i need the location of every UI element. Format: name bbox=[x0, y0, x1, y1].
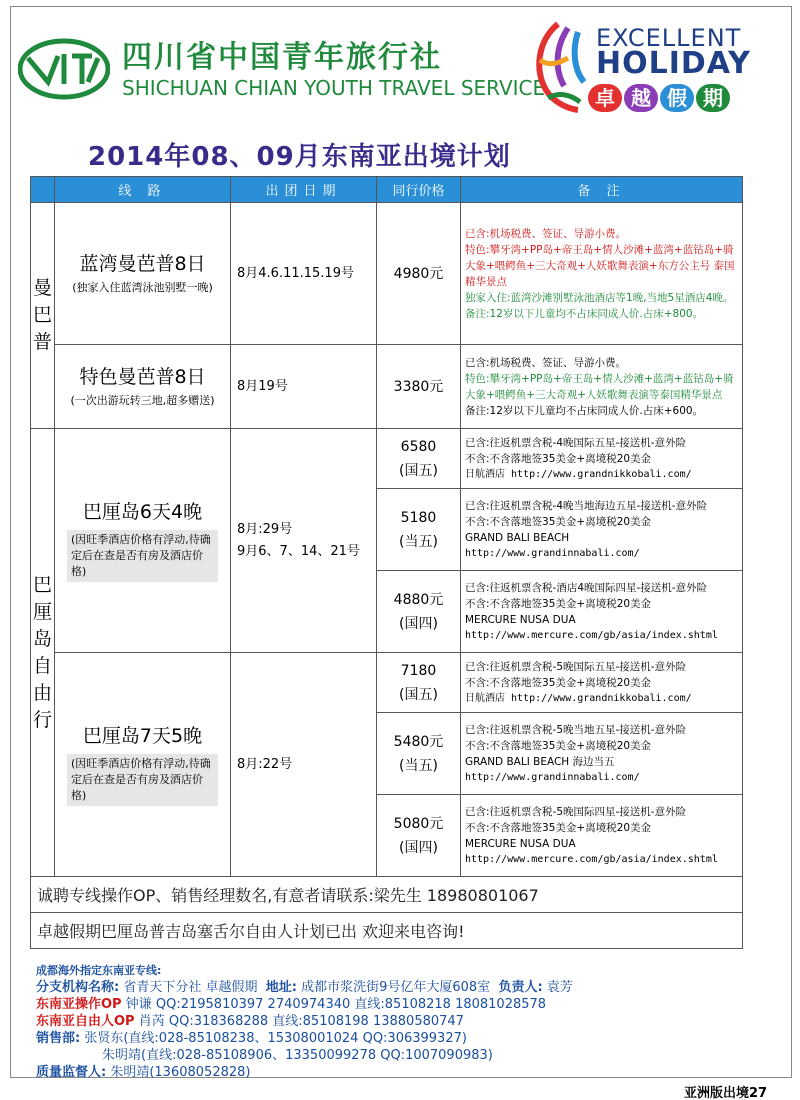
route-cell bbox=[55, 203, 231, 345]
cyts-logo bbox=[18, 38, 110, 100]
contact-footer bbox=[36, 962, 776, 1081]
brand-cn-char: 卓 bbox=[588, 84, 622, 112]
footer-quality: 质量监督人: 朱明靖(13608052828) bbox=[36, 1065, 251, 1080]
price-cell: 5180 (当五) bbox=[377, 489, 461, 571]
page-label: 亚洲版出境27 bbox=[684, 1086, 768, 1100]
company-name-en: SHICHUAN CHIAN YOUTH TRAVEL SERVICE bbox=[122, 76, 546, 100]
brand-cn-char: 越 bbox=[624, 84, 658, 112]
route-sub: (独家入住蓝湾泳池别墅一晚) bbox=[72, 280, 213, 294]
page-title: 2014年08、09月东南亚出境计划 bbox=[88, 142, 511, 172]
price-cell: 4880元 (国四) bbox=[377, 571, 461, 653]
route-name: 蓝湾曼芭普8日 bbox=[79, 252, 206, 275]
route-name: 特色曼芭普8日 bbox=[79, 365, 206, 388]
header-price: 同行价格 bbox=[377, 177, 461, 203]
brand-excellent: EXCELLENT bbox=[596, 24, 742, 52]
brand-cn-badges bbox=[588, 84, 730, 112]
route-cell bbox=[55, 429, 231, 653]
notes-cell: 已含:往返机票含税-酒店4晚国际四星-接送机-意外险 不含:不含落地签35美金+离境税20美金 MERCURE NUSA DUA http://www.mercure.com/gb/asia/index.shtml bbox=[461, 571, 743, 653]
route-name: 巴厘岛6天4晚 bbox=[82, 500, 203, 523]
route-sub: (因旺季酒店价格有浮动,待确定后在查是否有房及酒店价格) bbox=[67, 530, 218, 582]
route-sub: (因旺季酒店价格有浮动,待确定后在查是否有房及酒店价格) bbox=[67, 754, 218, 806]
header-dates: 出团日期 bbox=[231, 177, 377, 203]
header-notes: 备 注 bbox=[461, 177, 743, 203]
notes-cell: 已含:往返机票含税-5晚当地五星-接送机-意外险 不含:不含落地签35美金+离境税20美金 GRAND BALI BEACH 海边当五 http://www.grandinnabali.com/ bbox=[461, 713, 743, 795]
footer-sales: 销售部: 张贤东(直线:028-85108238、15308001024 QQ:306399327) bbox=[36, 1031, 467, 1046]
notes-cell: 已含:往返机票含税-5晚国际四星-接送机-意外险 不含:不含落地签35美金+离境税20美金 MERCURE NUSA DUA http://www.mercure.com/gb/asia/index.shtml bbox=[461, 795, 743, 877]
table-row bbox=[31, 345, 743, 429]
notes-cell: 已含:往返机票含税-4晚当地海边五星-接送机-意外险 不含:不含落地签35美金+离境税20美金 GRAND BALI BEACH http://www.grandinnabali.com/ bbox=[461, 489, 743, 571]
footer-op: 东南亚操作OP 钟谦 QQ:2195810397 2740974340 直线:85108218 18081028578 bbox=[36, 997, 547, 1012]
table-header-row bbox=[31, 177, 743, 203]
company-name-cn: 四川省中国青年旅行社 bbox=[122, 40, 442, 75]
footer-heading: 成都海外指定东南亚专线: bbox=[36, 964, 162, 977]
region-cell: 曼巴普 bbox=[31, 203, 55, 429]
table-row bbox=[31, 653, 743, 713]
footer-branch: 分支机构名称: 省青天下分社 卓越假期 地址: 成都市浆洗街9号亿年大厦608室 负责人: 袁芳 bbox=[36, 980, 573, 995]
footer-free-op: 东南亚自由人OP 肖芮 QQ:318368288 直线:85108198 13880580747 bbox=[36, 1014, 464, 1029]
dates-cell: 8月19号 bbox=[231, 345, 377, 429]
price-cell: 6580 (国五) bbox=[377, 429, 461, 489]
route-name: 巴厘岛7天5晚 bbox=[82, 724, 203, 747]
notes-cell: 已含:往返机票含税-5晚国际五星-接送机-意外险 不含:不含落地签35美金+离境税20美金 日航酒店 http://www.grandnikkobali.com/ bbox=[461, 653, 743, 713]
brand-cn-char: 期 bbox=[696, 84, 730, 112]
route-cell bbox=[55, 345, 231, 429]
notes-cell: 已含:机场税费、签证、导游小费。 特色:攀牙湾+PP岛+帝王岛+情人沙滩+蓝湾+蓝钻岛+骑大象+喂鳄鱼+三大奇观+人妖歌舞表演+东方公主号 泰国精华景点 独家入住:蓝湾沙滩别墅泳池酒店等1晚,当地5星酒店4晚。备注:12岁以下儿童均不占床同成人价.占床+800。 bbox=[461, 203, 743, 345]
price-cell: 5480元 (当五) bbox=[377, 713, 461, 795]
notes-cell: 已含:机场税费、签证、导游小费。 特色:攀牙湾+PP岛+帝王岛+情人沙滩+蓝湾+蓝钻岛+骑大象+喂鳄鱼+三大奇观+人妖歌舞表演等泰国精华景点 备注:12岁以下儿童均不占床同成人价.占床+600。 bbox=[461, 345, 743, 429]
itinerary-table bbox=[30, 176, 743, 949]
table-row bbox=[31, 203, 743, 345]
brand-cn-char: 假 bbox=[660, 84, 694, 112]
promo-banner-row bbox=[31, 913, 743, 949]
price-cell: 4980元 bbox=[377, 203, 461, 345]
header-corner bbox=[31, 177, 55, 203]
region-cell: 巴厘岛自由行 bbox=[31, 429, 55, 877]
price-cell: 5080元 (国四) bbox=[377, 795, 461, 877]
brand-holiday: HOLIDAY bbox=[596, 46, 751, 81]
header-route: 线 路 bbox=[55, 177, 231, 203]
dates-cell: 8月:22号 bbox=[231, 653, 377, 877]
price-cell: 7180 (国五) bbox=[377, 653, 461, 713]
dates-cell: 8月4.6.11.15.19号 bbox=[231, 203, 377, 345]
footer-sales-2: 朱明靖(直线:028-85108906、13350099278 QQ:1007090983) bbox=[102, 1048, 493, 1063]
route-sub: (一次出游玩转三地,超多赠送) bbox=[70, 393, 215, 407]
recruit-banner: 诚聘专线操作OP、销售经理数名,有意者请联系:梁先生 18980801067 bbox=[31, 877, 743, 913]
promo-banner: 卓越假期巴厘岛普吉岛塞舌尔自由人计划已出 欢迎来电咨询! bbox=[31, 913, 743, 949]
route-cell bbox=[55, 653, 231, 877]
dates-cell: 8月:29号 9月6、7、14、21号 bbox=[231, 429, 377, 653]
price-cell: 3380元 bbox=[377, 345, 461, 429]
table-row bbox=[31, 429, 743, 489]
holiday-brand-art bbox=[528, 20, 590, 115]
recruit-banner-row bbox=[31, 877, 743, 913]
notes-cell: 已含:往返机票含税-4晚国际五星-接送机-意外险 不含:不含落地签35美金+离境税20美金 日航酒店 http://www.grandnikkobali.com/ bbox=[461, 429, 743, 489]
